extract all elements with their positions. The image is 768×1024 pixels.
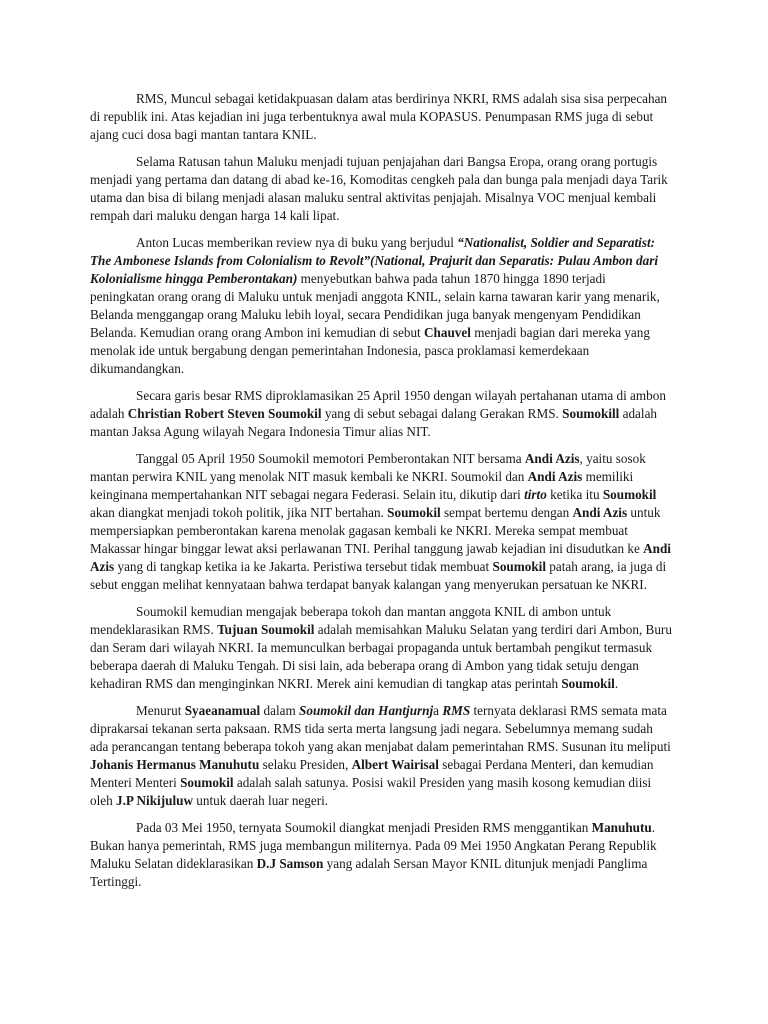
paragraph-5 — [90, 450, 673, 594]
text-run: yang di tangkap ketika ia ke Jakarta. Peristiwa tersebut tidak membuat — [114, 559, 493, 574]
text-run: menjadi bagian dari mereka yang menolak ide untuk bergabung dengan pemerintahan Indonesia, pasca proklamasi kemerdekaan dikumandangkan. — [90, 325, 650, 376]
bold-text-run: Tujuan Soumokil — [217, 622, 315, 637]
text-run: adalah memisahkan Maluku Selatan yang terdiri dari Ambon, Buru dan Seram dari wilayah NKRI. Ia memunculkan berbagai propaganda untuk bertambah pengikut termasuk beberapa daerah di Maluku Tengah. Di sisi lain, ada beberapa orang di Ambon yang tidak setuju dengan kehadiran RMS dan menginginkan NKRI. Merek aini kemudian di tangkap atas perintah — [90, 622, 672, 691]
bold-italic-text-run: tirto — [524, 487, 547, 502]
text-run: ketika itu — [546, 487, 603, 502]
text-run: untuk daerah luar negeri. — [192, 793, 329, 808]
text-run: selaku Presiden, — [259, 757, 352, 772]
bold-text-run: Soumokil — [602, 487, 657, 502]
paragraph-6 — [90, 603, 673, 693]
text-run: akan diangkat menjadi tokoh politik, jika NIT bertahan. — [90, 505, 388, 520]
bold-text-run: Albert Wairisal — [351, 757, 439, 772]
text-run: Pada 03 Mei 1950, ternyata Soumokil diangkat menjadi Presiden RMS menggantikan — [136, 820, 592, 835]
text-run: , yaitu sosok mantan perwira KNIL yang menolak NIT masuk kembali ke NKRI. Soumokil dan — [90, 451, 646, 484]
bold-text-run: Manuhutu — [591, 820, 652, 835]
document-page — [90, 90, 673, 900]
paragraph-7 — [90, 702, 673, 810]
bold-text-run: Andi Azis — [527, 469, 583, 484]
text-run: Soumokil kemudian mengajak beberapa tokoh dan mantan anggota KNIL di ambon untuk mendeklarasikan RMS. — [90, 604, 612, 637]
text-run: RMS, Muncul sebagai ketidakpuasan dalam atas berdirinya NKRI, RMS adalah sisa sisa perpecahan di republik ini. Atas kejadian ini juga terbentuknya awal mula KOPASUS. Penumpasan RMS juga di sebut ajang cuci dosa bagi mantan tantara KNIL. — [90, 91, 668, 142]
paragraph-2 — [90, 153, 673, 225]
paragraph-3 — [90, 234, 673, 378]
bold-text-run: Syaeanamual — [184, 703, 261, 718]
bold-text-run: J.P Nikijuluw — [116, 793, 193, 808]
text-run: Secara garis besar RMS diproklamasikan 25 April 1950 dengan wilayah pertahanan utama di ambon adalah — [90, 388, 666, 421]
text-run: . Bukan hanya pemerintah, RMS juga membangun militernya. Pada 09 Mei 1950 Angkatan Perang Republik Maluku Selatan dideklarasikan — [90, 820, 657, 871]
bold-text-run: Chauvel — [424, 325, 471, 340]
text-run: a — [433, 703, 443, 718]
bold-text-run: D.J Samson — [256, 856, 324, 871]
text-run: memiliki keinginana mempertahankan NIT sebagai negara Federasi. Selain itu, dikutip dari — [90, 469, 634, 502]
bold-text-run: Soumokil — [180, 775, 234, 790]
text-run: Tanggal 05 April 1950 Soumokil memotori Pemberontakan NIT bersama — [136, 451, 525, 466]
text-run: adalah mantan Jaksa Agung wilayah Negara Indonesia Timur alias NIT. — [90, 406, 658, 439]
text-run: Selama Ratusan tahun Maluku menjadi tujuan penjajahan dari Bangsa Eropa, orang orang portugis menjadi yang pertama dan datang di abad ke-16, Komoditas cengkeh pala dan bunga pala menjadi daya Tarik utama dan bisa di bilang menjadi alasan maluku sentral aktivitas penjajah. Misalnya VOC menjual kembali rempah dari maluku dengan harga 14 kali lipat. — [90, 154, 668, 223]
text-run: yang di sebut sebagai dalang Gerakan RMS. — [321, 406, 563, 421]
bold-italic-text-run: “Nationalist, Soldier and Separatist: The Ambonese Islands from Colonialism to Revolt”(National, Prajurit dan Separatis: Pulau Ambon dari Kolonialisme hingga Pemberontakan) — [90, 235, 659, 286]
paragraph-8 — [90, 819, 673, 891]
text-run: patah arang, ia juga di sebut enggan melihat kennyataan bahwa terdapat banyak kalangan yang menyerukan persatuan ke NKRI. — [90, 559, 667, 592]
bold-text-run: Soumokil — [492, 559, 546, 574]
bold-text-run: Andi Azis — [572, 505, 628, 520]
text-run: yang adalah Sersan Mayor KNIL ditunjuk menjadi Panglima Tertinggi. — [90, 856, 648, 889]
text-run: sempat bertemu dengan — [440, 505, 573, 520]
bold-text-run: Soumokil — [387, 505, 441, 520]
bold-text-run: Christian Robert Steven Soumokil — [127, 406, 322, 421]
text-run: Anton Lucas memberikan review nya di buku yang berjudul — [136, 235, 458, 250]
text-run: Menurut — [136, 703, 185, 718]
text-run: dalam — [260, 703, 300, 718]
bold-text-run: Andi Azis — [90, 541, 671, 574]
bold-text-run: Andi Azis — [524, 451, 580, 466]
text-run: . — [614, 676, 619, 691]
text-run: sebagai Perdana Menteri, dan kemudian Menteri Menteri — [90, 757, 654, 790]
text-run: ternyata deklarasi RMS semata mata diprakarsai tekanan serta paksaan. RMS tida serta merta langsung jadi negara. Sebelumnya memang sudah ada perancangan tentang beberapa tokoh yang akan menjabat dalam pemerintahan RMS. Susunan itu meliputi — [90, 703, 671, 754]
bold-italic-text-run: Soumokil dan Hantjurnj — [299, 703, 434, 718]
text-run: adalah salah satunya. Posisi wakil Presiden yang masih kosong kemudian diisi oleh — [90, 775, 652, 808]
paragraph-1 — [90, 90, 673, 144]
bold-text-run: Soumokill — [562, 406, 620, 421]
bold-text-run: Johanis Hermanus Manuhutu — [90, 757, 260, 772]
text-run: menyebutkan bahwa pada tahun 1870 hingga 1890 terjadi peningkatan orang orang di Maluku untuk menjadi anggota KNIL, selain karna tawaran karir yang menarik, Belanda menggangap orang Maluku lebih loyal, secara Pendidikan juga banyak mengenyam Pendidikan Belanda. Kemudian orang orang Ambon ini kemudian di sebut — [90, 271, 660, 340]
paragraph-4 — [90, 387, 673, 441]
bold-italic-text-run: RMS — [442, 703, 471, 718]
text-run: untuk mempersiapkan pemberontakan karena menolak gagasan kembali ke NKRI. Mereka sempat membuat Makassar hingar binggar lewat aksi perlawanan TNI. Perihal tanggung jawab kejadian ini disudutkan ke — [90, 505, 661, 556]
bold-text-run: Soumokil — [561, 676, 615, 691]
